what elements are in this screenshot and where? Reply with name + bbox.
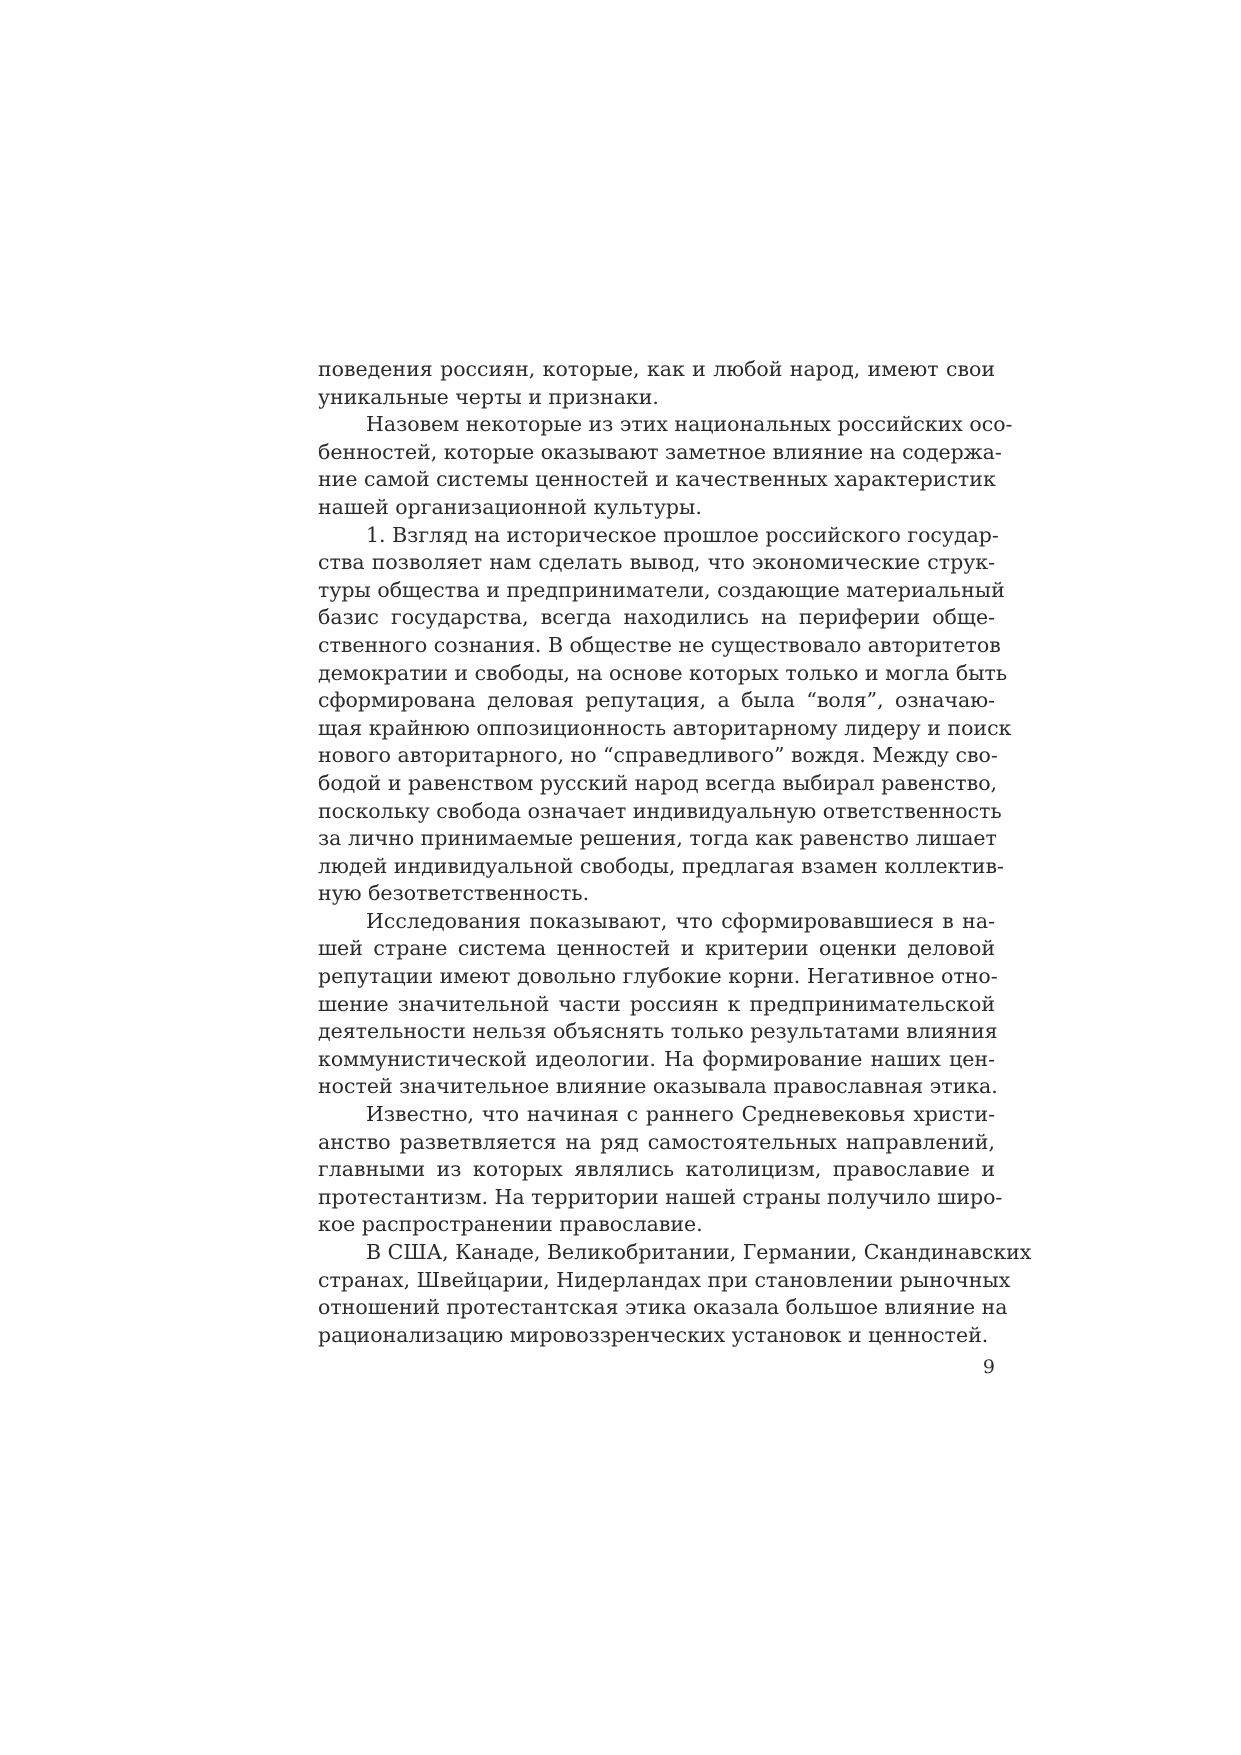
- paragraph: [318, 1101, 1003, 1239]
- text-line: поведения россиян, которые, как и любой народ, имеют свои: [318, 357, 995, 381]
- text-line: щая крайнюю оппозиционность авторитарному лидеру и поиск: [318, 715, 1012, 740]
- text-line: за лично принимаемые решения, тогда как равенство лишает: [318, 826, 997, 851]
- text-line: В США, Канаде, Великобритании, Германии, Скандинавских: [366, 1240, 1032, 1264]
- text-line: Известно, что начиная с раннего Средневековья христи-: [366, 1102, 995, 1127]
- paragraph: [318, 1239, 1032, 1349]
- text-line: туры общества и предприниматели, создающие материальный: [318, 577, 1005, 602]
- text-line: отношений протестантская этика оказала большое влияние на: [318, 1295, 1008, 1320]
- text-line: нового авторитарного, но “справедливого” вождя. Между сво-: [318, 743, 998, 768]
- text-line: кое распространении православие.: [318, 1212, 703, 1237]
- text-line: протестантизм. На территории нашей страны получило широ-: [318, 1184, 1003, 1209]
- body-text: [318, 356, 1032, 1349]
- text-line: странах, Швейцарии, Нидерландах при становлении рыночных: [318, 1267, 1011, 1292]
- text-line: ства позволяет нам сделать вывод, что экономические струк-: [318, 550, 995, 575]
- text-line: людей индивидуальной свободы, предлагая взамен коллектив-: [318, 853, 1004, 878]
- text-line: бодой и равенством русский народ всегда выбирал равенство,: [318, 770, 998, 795]
- text-line: анство разветвляется на ряд самостоятельных направлений,: [318, 1129, 995, 1154]
- text-line: шение значительной части россиян к предпринимательской: [318, 991, 995, 1016]
- text-line: Назовем некоторые из этих национальных российских осо-: [366, 412, 1013, 437]
- text-line: поскольку свобода означает индивидуальную ответственность: [318, 798, 1002, 823]
- text-line: базис государства, всегда находились на периферии обще-: [318, 605, 995, 630]
- text-line: бенностей, которые оказывают заметное влияние на содержа-: [318, 439, 1002, 464]
- text-line: рационализацию мировоззренческих установок и ценностей.: [318, 1322, 989, 1347]
- text-line: ностей значительное влияние оказывала православная этика.: [318, 1074, 998, 1099]
- text-line: деятельности нельзя объяснять только результатами влияния: [318, 1019, 998, 1044]
- text-line: репутации имеют довольно глубокие корни. Негативное отно-: [318, 964, 998, 989]
- text-line: ственного сознания. В обществе не существовало авторитетов: [318, 632, 1001, 657]
- text-line: демократии и свободы, на основе которых только и могла быть: [318, 660, 1008, 685]
- paragraph: [318, 908, 998, 1101]
- text-line: 1. Взгляд на историческое прошлое российского государ-: [366, 522, 999, 547]
- text-line: Исследования показывают, что сформировавшиеся в на-: [366, 908, 995, 933]
- text-line: ную безответственность.: [318, 881, 590, 906]
- text-line: шей стране система ценностей и критерии оценки деловой: [318, 936, 995, 961]
- text-line: главными из которых являлись католицизм, православие и: [318, 1157, 995, 1182]
- text-line: нашей организационной культуры.: [318, 494, 702, 519]
- text-line: коммунистической идеологии. На формирование наших цен-: [318, 1046, 995, 1071]
- paragraph: [318, 522, 1012, 908]
- paragraph: [318, 411, 1013, 521]
- paragraph: [318, 356, 995, 411]
- text-line: ние самой системы ценностей и качественных характеристик: [318, 467, 996, 492]
- page-number: 9: [982, 1356, 995, 1378]
- text-line: уникальные черты и признаки.: [318, 384, 659, 409]
- text-line: сформирована деловая репутация, а была “воля”, означаю-: [318, 688, 995, 713]
